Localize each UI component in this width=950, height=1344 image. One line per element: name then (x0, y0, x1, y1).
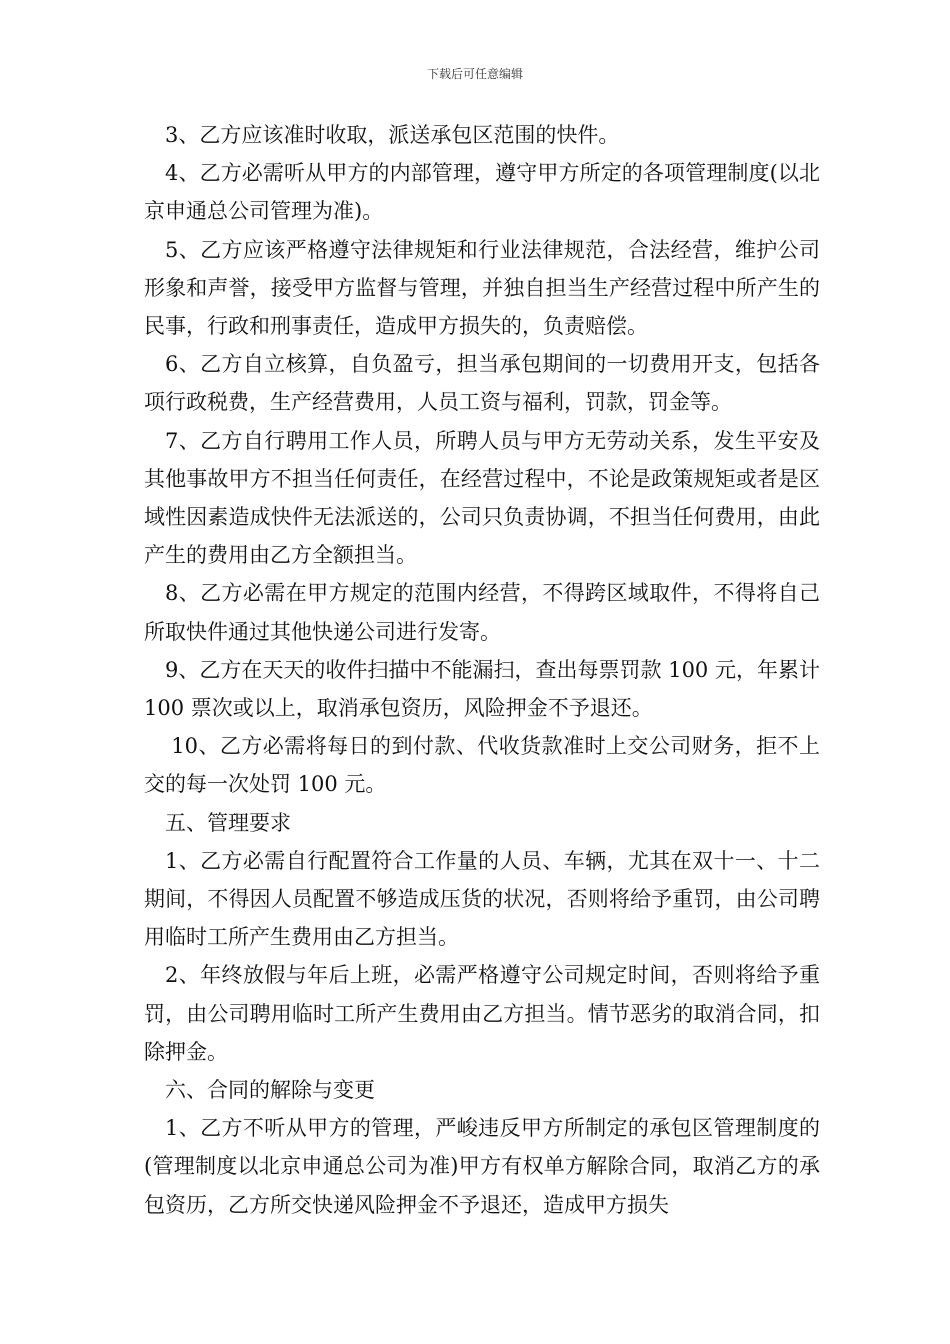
paragraph-clause-5: 5、乙方应该严格遵守法律规矩和行业法律规范，合法经营，维护公司形象和声誉，接受甲方监督与管理，并独自担当生产经营过程中所产生的民事，行政和刑事责任，造成甲方损失的，负责赔偿。 (144, 237, 820, 339)
paragraph-clause-3: 3、乙方应该准时收取，派送承包区范围的快件。 (165, 123, 620, 147)
section-heading-management: 五、管理要求 (165, 810, 291, 835)
paragraph-clause-8: 8、乙方必需在甲方规定的范围内经营，不得跨区域取件，不得将自己所取快件通过其他快递公司进行发寄。 (144, 581, 820, 644)
paragraph-clause-9: 9、乙方在天天的收件扫描中不能漏扫，查出每票罚款 100 元，年累计 100 票次或以上，取消承包资历，风险押金不予退还。 (144, 657, 820, 721)
paragraph-clause-10: 10、乙方必需将每日的到付款、代收货款准时上交公司财务，拒不上交的每一次处罚 100 元。 (144, 734, 820, 797)
paragraph-termination-1: 1、乙方不听从甲方的管理，严峻违反甲方所制定的承包区管理制度的(管理制度以北京申通总公司为准)甲方有权单方解除合同，取消乙方的承包资历，乙方所交快递风险押金不予退还，造成甲方损失 (144, 1116, 820, 1217)
section-heading-termination: 六、合同的解除与变更 (165, 1078, 375, 1103)
paragraph-management-2: 2、年终放假与年后上班，必需严格遵守公司规定时间，否则将给予重罚，由公司聘用临时工所产生费用由乙方担当。情节恶劣的取消合同，扣除押金。 (144, 963, 820, 1064)
paragraph-clause-7: 7、乙方自行聘用工作人员，所聘人员与甲方无劳动关系，发生平安及其他事故甲方不担当任何责任，在经营过程中，不论是政策规矩或者是区域性因素造成快件无法派送的，公司只负责协调，不担当任何费用，由此产生的费用由乙方全额担当。 (144, 428, 820, 568)
paragraph-clause-6: 6、乙方自立核算，自负盈亏，担当承包期间的一切费用开支，包括各项行政税费，生产经营费用，人员工资与福利，罚款，罚金等。 (144, 352, 820, 415)
paragraph-management-1: 1、乙方必需自行配置符合工作量的人员、车辆，尤其在双十一、十二期间，不得因人员配置不够造成压货的状况，否则将给予重罚，由公司聘用临时工所产生费用由乙方担当。 (144, 848, 820, 950)
document-body (144, 116, 820, 1224)
paragraph-clause-4: 4、乙方必需听从甲方的内部管理，遵守甲方所定的各项管理制度(以北京申通总公司管理为准)。 (144, 161, 820, 224)
page-header: 下载后可任意编辑 (426, 67, 523, 81)
